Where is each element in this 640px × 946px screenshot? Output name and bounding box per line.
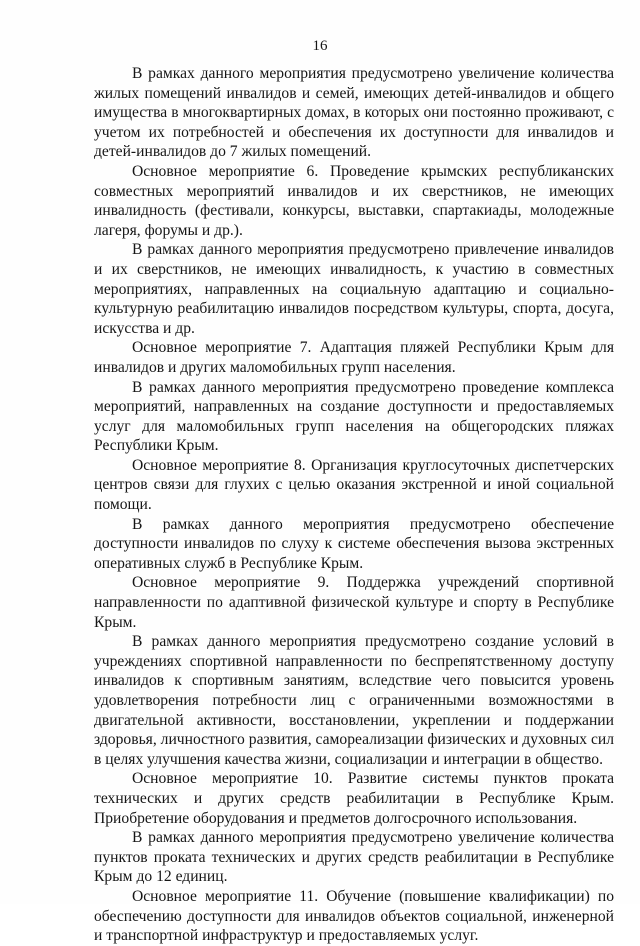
paragraph-8: Основное мероприятие 9. Поддержка учреждений спортивной направленности по адаптивной физической культуре и спорту в Республике Крым. xyxy=(94,574,614,631)
paragraph-5: В рамках данного мероприятия предусмотрено проведение комплекса мероприятий, направленных на создание доступности и предоставляемых услуг для маломобильных групп населения на общегородских пляжах Республики Крым. xyxy=(94,378,614,455)
paragraph-9: В рамках данного мероприятия предусмотрено создание условий в учреждениях спортивной направленности по беспрепятственному доступу инвалидов к спортивным занятиям, вследствие чего повысится уровень удовлетворения потребности лиц с ограниченными возможностями в двигательной активности, восстановлении, укреплении и поддержании здоровья, личностного развития, самореализации физических и духовных сил в целях улучшения качества жизни, социализации и интеграции в общество. xyxy=(94,633,614,768)
document-body xyxy=(94,64,614,946)
paragraph-3: В рамках данного мероприятия предусмотрено привлечение инвалидов и их сверстников, не имеющих инвалидность, к участию в совместных мероприятиях, направленных на социальную адаптацию и социально-культурную реабилитацию инвалидов посредством культуры, спорта, досуга, искусства и др. xyxy=(94,241,614,337)
paragraph-1: В рамках данного мероприятия предусмотрено увеличение количества жилых помещений инвалидов и семей, имеющих детей-инвалидов и общего имущества в многоквартирных домах, в которых они постоянно проживают, с учетом их потребностей и обеспечения их доступности для инвалидов и детей-инвалидов до 7 жилых помещений. xyxy=(94,65,614,161)
paragraph-6: Основное мероприятие 8. Организация круглосуточных диспетчерских центров связи для глухих с целью оказания экстренной и иной социальной помощи. xyxy=(94,456,614,514)
paragraph-2: Основное мероприятие 6. Проведение крымских республиканских совместных мероприятий инвалидов и их сверстников, не имеющих инвалидность (фестивали, конкурсы, выставки, спартакиады, молодежные лагеря, форумы и др.). xyxy=(94,162,614,239)
page-number: 16 xyxy=(312,38,328,54)
paragraph-7: В рамках данного мероприятия предусмотрено обеспечение доступности инвалидов по слуху к системе обеспечения вызова экстренных оперативных служб в Республике Крым. xyxy=(94,515,614,572)
paragraph-4: Основное мероприятие 7. Адаптация пляжей Республики Крым для инвалидов и других маломобильных групп населения. xyxy=(94,339,614,376)
paragraph-11: В рамках данного мероприятия предусмотрено увеличение количества пунктов проката технических и других средств реабилитации в Республике Крым до 12 единиц. xyxy=(94,829,614,886)
paragraph-12: Основное мероприятие 11. Обучение (повышение квалификации) по обеспечению доступности для инвалидов объектов социальной, инженерной и транспортной инфраструктур и предоставляемых услуг. xyxy=(94,887,614,945)
paragraph-10: Основное мероприятие 10. Развитие системы пунктов проката технических и других средств реабилитации в Республике Крым. Приобретение оборудования и предметов долгосрочного использования. xyxy=(94,770,614,827)
